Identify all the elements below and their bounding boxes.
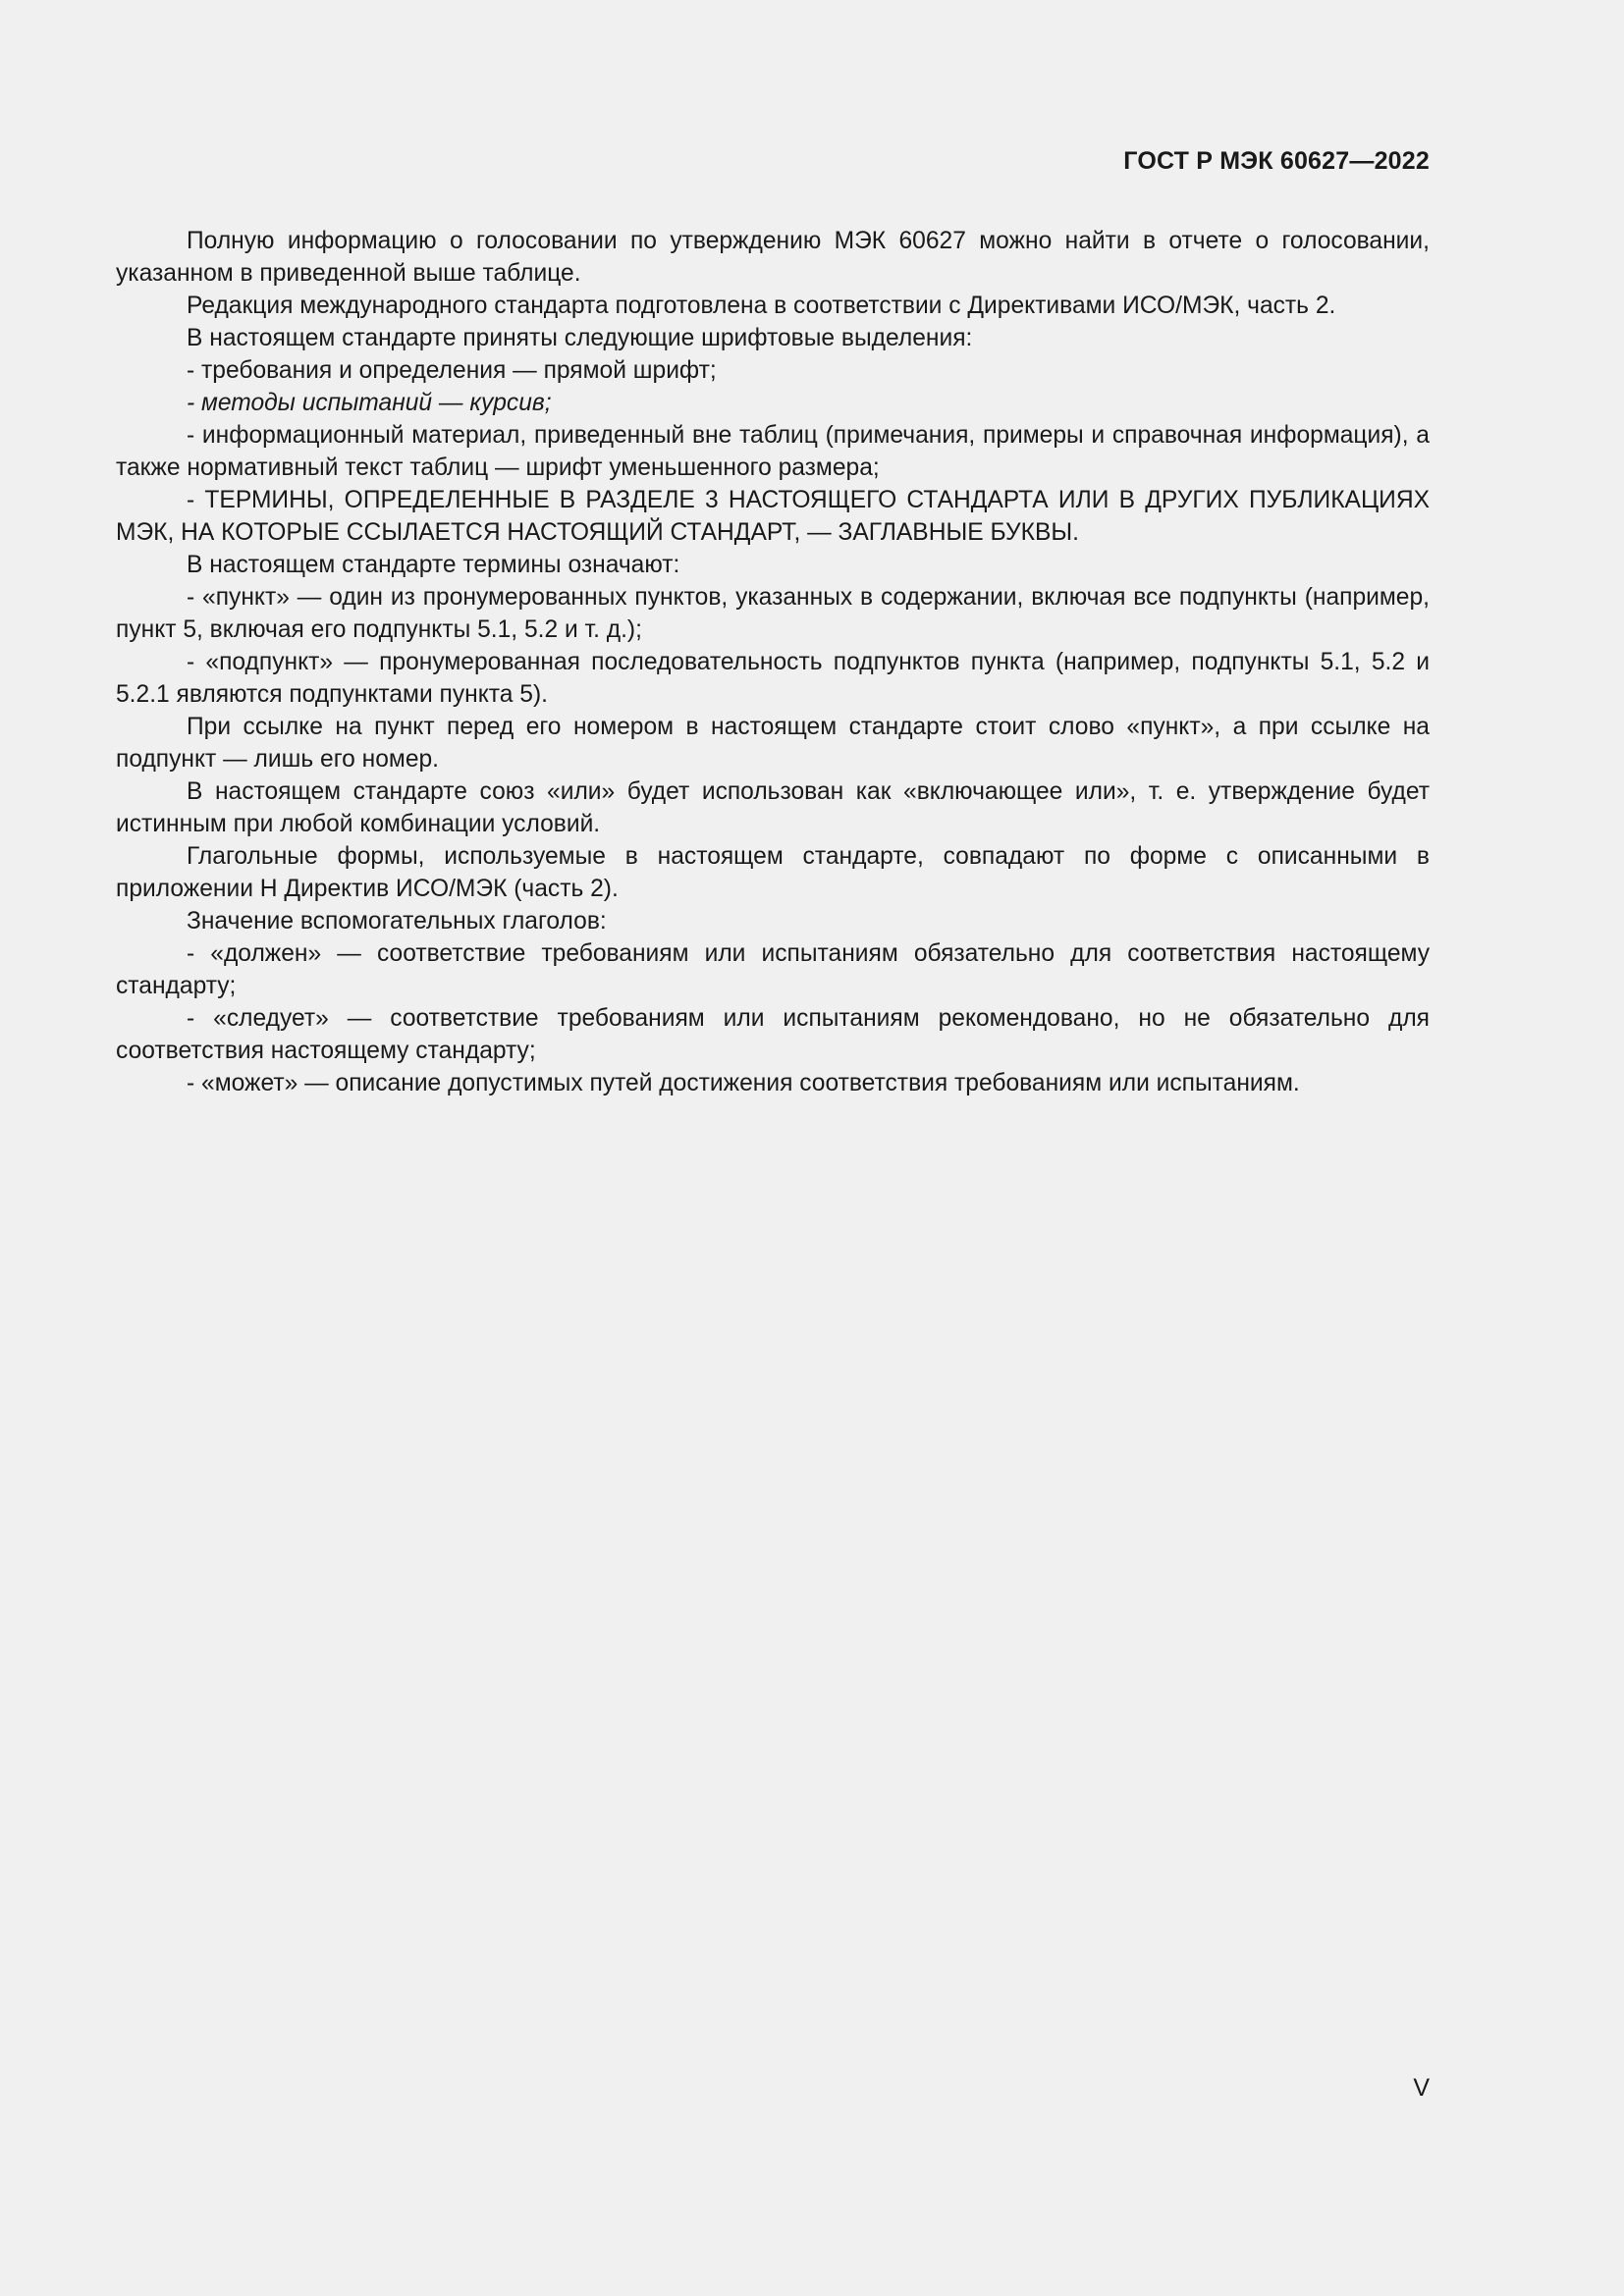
list-item-verb-shall: - «должен» — соответствие требованиям или испытаниям обязательно для соответствия настоящему стандарту; xyxy=(116,940,1430,999)
paragraph-voting-info: Полную информацию о голосовании по утверждению МЭК 60627 можно найти в отчете о голосовании, указанном в приведенной выше таблице. xyxy=(116,228,1430,287)
list-item-font-regular: - требования и определения — прямой шрифт; xyxy=(187,357,717,384)
document-body xyxy=(116,225,1430,1099)
list-item-term-clause: - «пункт» — один из пронумерованных пунктов, указанных в содержании, включая все подпункты (например, пункт 5, включая его подпункты 5.1, 5.2 и т. д.); xyxy=(116,584,1430,643)
paragraph-clause-reference: При ссылке на пункт перед его номером в настоящем стандарте стоит слово «пункт», а при ссылке на подпункт — лишь его номер. xyxy=(116,714,1430,773)
page-number: V xyxy=(1413,2074,1430,2102)
list-item-term-subclause: - «подпункт» — пронумерованная последовательность подпунктов пункта (например, подпункты 5.1, 5.2 и 5.2.1 являются подпунктами пункта 5). xyxy=(116,649,1430,708)
paragraph-auxiliary-verbs-intro: Значение вспомогательных глаголов: xyxy=(187,908,607,934)
list-item-font-italic: - методы испытаний — курсив; xyxy=(187,390,552,416)
paragraph-terms-intro: В настоящем стандарте термины означают: xyxy=(187,552,680,578)
paragraph-or-conjunction: В настоящем стандарте союз «или» будет использован как «включающее или», т. е. утверждение будет истинным при любой комбинации условий. xyxy=(116,778,1430,837)
list-item-font-small: - информационный материал, приведенный вне таблиц (примечания, примеры и справочная информация), а также нормативный текст таблиц — шрифт уменьшенного размера; xyxy=(116,422,1430,481)
list-item-font-caps: - ТЕРМИНЫ, ОПРЕДЕЛЕННЫЕ В РАЗДЕЛЕ 3 НАСТОЯЩЕГО СТАНДАРТА ИЛИ В ДРУГИХ ПУБЛИКАЦИЯХ МЭК, НА КОТОРЫЕ ССЫЛАЕТСЯ НАСТОЯЩИЙ СТАНДАРТ, — ЗАГЛАВНЫЕ БУКВЫ. xyxy=(116,487,1430,546)
document-header: ГОСТ Р МЭК 60627—2022 xyxy=(1123,147,1430,175)
list-item-verb-should: - «следует» — соответствие требованиям или испытаниям рекомендовано, но не обязательно для соответствия настоящему стандарту; xyxy=(116,1005,1430,1064)
paragraph-verbal-forms: Глагольные формы, используемые в настоящем стандарте, совпадают по форме с описанными в приложении H Директив ИСО/МЭК (часть 2). xyxy=(116,843,1430,902)
list-item-verb-may: - «может» — описание допустимых путей достижения соответствия требованиям или испытаниям. xyxy=(187,1070,1300,1096)
paragraph-font-intro: В настоящем стандарте приняты следующие шрифтовые выделения: xyxy=(187,325,973,351)
paragraph-directives: Редакция международного стандарта подготовлена в соответствии с Директивами ИСО/МЭК, часть 2. xyxy=(187,293,1336,319)
